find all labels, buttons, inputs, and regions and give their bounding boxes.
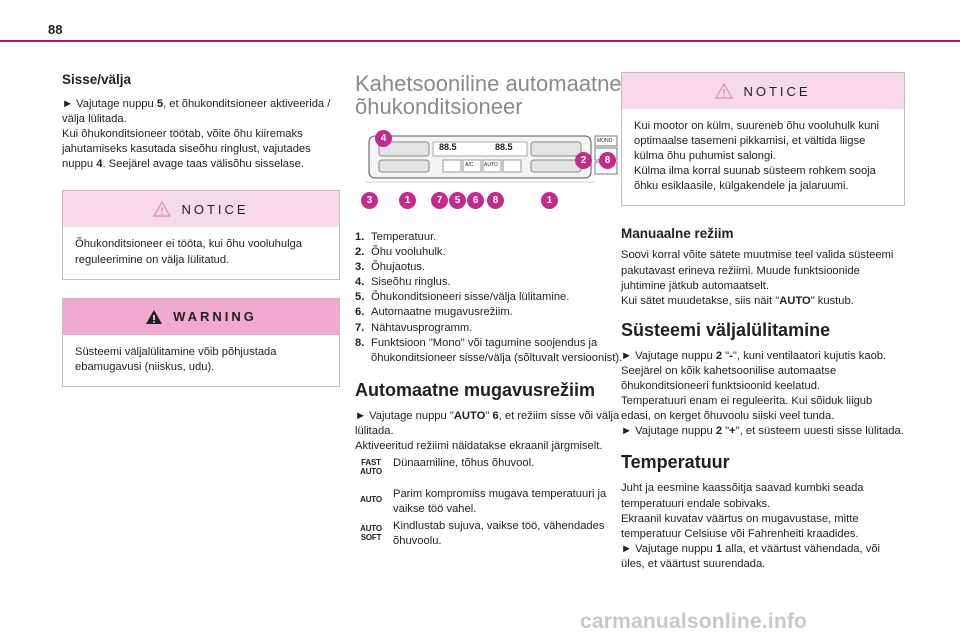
legend-list: [355, 230, 623, 366]
on-off-paragraph: ► Vajutage nuppu 5, et õhukonditsioneer aktiveerida / välja lülitada. Kui õhukonditsioneer töötab, võite õhu kiiremaks jahutamiseks kasutada siseõhu ringlust, vajutades nuppu 4. Seejärel avage taas välisõhu sisselase.: [62, 98, 331, 171]
callout-6: 6: [467, 192, 484, 209]
warning-triangle-icon: [715, 83, 733, 99]
callout-3: 3: [361, 192, 378, 209]
notice-text: Kui mootor on külm, suureneb õhu vooluhulk kuni optimaalse tasemeni pikkamisi, et vältida liigse külma õhu puhumist salongi. Külma ilma korral suunab süsteem rohkem sooja õhku esiklaasile, külgakendele ja jalaruumi.: [634, 120, 880, 193]
system-off-heading: Süsteemi väljalülitamine: [621, 319, 831, 340]
notice-title: NOTICE: [743, 83, 811, 99]
mode-fast-auto: FAST AUTO Dünaamiline, tõhus õhuvool.: [355, 456, 623, 476]
temperature-paragraph: Juht ja eesmine kaassõitja saavad kumbki seada temperatuuri endale sobivaks. Ekraanil kuvatav väärtus on mugavustase, mitte temperatuur Celsiuse või Fahrenheiti kraadides. ► Vajutage nuppu 1 alla, et väärtust vähendada, või üles, et väärtust suurendada.: [621, 482, 881, 570]
page-number: 88: [48, 22, 63, 37]
notice-title: NOTICE: [181, 201, 249, 217]
warning-title: WARNING: [173, 309, 257, 325]
notice-box: [62, 190, 340, 279]
warning-triangle-icon: [153, 201, 171, 217]
header-rule: [0, 40, 960, 42]
list-item: 4. Siseõhu ringlus.: [355, 276, 451, 289]
temperature-heading: Temperatuur: [621, 452, 730, 473]
notice-header: [63, 191, 339, 227]
climate-control-panel-illustration: [355, 130, 623, 220]
auto-icon: AUTO: [360, 495, 382, 505]
list-item: 3. Õhujaotus.: [355, 261, 426, 274]
system-off-paragraph: ► Vajutage nuppu 2 "-", kuni ventilaatori kujutis kaob. Seejärel on kõik kahetsoonilise automaatse õhukonditsioneeri funktsioonid keelatud. Temperatuuri enam ei reguleerita. Kui sõiduk liigub edasi, on kerget õhuvoolu siiski veel tunda. ► Vajutage nuppu 2 "+", et süsteem uuesti sisse lülitada.: [621, 349, 904, 438]
column-3: [621, 60, 905, 572]
fast-auto-icon: FAST AUTO: [360, 458, 382, 476]
list-item: 5. Õhukonditsioneeri sisse/välja lülitamine.: [355, 291, 570, 304]
display-right: 88.5: [495, 142, 513, 152]
callout-8b: 8: [487, 192, 504, 209]
notice-text: Õhukonditsioneer ei tööta, kui õhu vooluhulga reguleerimine on välja lülitatud.: [75, 238, 303, 266]
auto-mode-heading: Automaatne mugavusrežiim: [355, 379, 596, 400]
warning-text: Süsteemi väljalülitamine võib põhjustada ebamugavusi (niiskus, udu).: [75, 345, 277, 373]
callout-1b: 1: [541, 192, 558, 209]
watermark: carmanualsonline.info: [580, 610, 808, 633]
manual-mode-heading: Manuaalne režiim: [621, 226, 734, 242]
notice-box: [621, 72, 905, 206]
warning-box: [62, 298, 340, 387]
callout-8: 8: [599, 152, 616, 169]
mode-auto-soft: AUTO SOFT Kindlustab sujuva, vaikse töö, vähendades õhuvoolu.: [355, 519, 623, 549]
callout-1: 1: [399, 192, 416, 209]
manual-mode-paragraph: Soovi korral võite sätete muutmise teel valida süsteemi pakutavast erineva režiimi. Muude funktsioonide juhtimine jätkub automaatselt. Kui sätet muudetakse, siis näit "AUTO" kustub.: [621, 249, 894, 307]
callout-2: 2: [575, 152, 592, 169]
list-item: 7. Nähtavusprogramm.: [355, 321, 473, 334]
chapter-title: Kahetsooniline automaatne õhukonditsioneer: [355, 71, 622, 119]
mode-auto: AUTO Parim kompromiss mugava temperatuuri ja vaikse töö vahel.: [355, 487, 623, 517]
column-1: [62, 60, 340, 387]
display-left: 88.5: [439, 142, 457, 152]
callout-4: 4: [375, 130, 392, 147]
list-item: 1. Temperatuur.: [355, 231, 437, 243]
notice-header: [622, 73, 904, 109]
auto-soft-icon: AUTO SOFT: [360, 524, 382, 542]
list-item: 8. Funktsioon "Mono" või tagumine soojendus ja õhukonditsioneer sisse/välja (sõltuvalt versioonist).: [355, 336, 623, 364]
column-2: [355, 60, 623, 550]
auto-button-label: AUTO: [484, 162, 498, 168]
callout-5: 5: [449, 192, 466, 209]
auto-mode-paragraph: ► Vajutage nuppu "AUTO" 6, et režiim sisse või välja lülitada. Aktiveeritud režiimi näidatakse ekraanil järgmiselt.: [355, 409, 620, 453]
ac-button-label: A/C: [465, 162, 474, 168]
warning-triangle-icon: [145, 309, 163, 325]
callout-7: 7: [431, 192, 448, 209]
list-item: 6. Automaatne mugavusrežiim.: [355, 306, 513, 319]
list-item: 2. Õhu vooluhulk.: [355, 246, 446, 259]
mono-label: MONO: [597, 138, 613, 144]
section-heading-on-off: Sisse/välja: [62, 72, 132, 87]
warning-header: [63, 299, 339, 335]
